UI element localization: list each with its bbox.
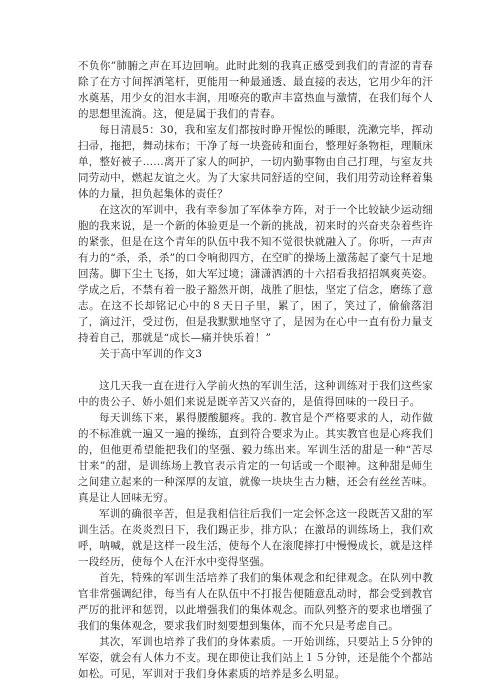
paragraph: 军训的确很辛苦，但是我相信往后我们一定会怀念这一段既苦又甜的军训生活。在炎炎烈日下，我们踢正步，排方队；在激昂的训练场上，我们欢呼，呐喊，就是这样一段生活，使每个人在滚爬摔打中慢慢成长，就是这样一段经历，使每个人在汗水中变得坚强。 <box>78 508 433 568</box>
paragraph: 每日清晨5：30，我和室友们都按时睁开惺忪的睡眼，洗漱完毕，挥动扫帚，拖把，舞动抹布；干净了每一块瓷砖和面台，整理好条物柜，理顺床单，整好被子……离开了家人的呵护，一切内勤事物由自己打理，与室友共同劳动中，燃起友谊之火。为了大家共同舒适的空间，我们用劳动诠释着集体的力量，担负起集体的责任？ <box>78 124 433 200</box>
paragraph: 在这次的军训中，我有幸参加了军体拳方阵，对于一个比较缺少运动细胞的我来说，是一个新的体验更是一个新的挑战，初来时的兴奋夹杂着些许的紧张，但是在这个青年的队伍中我不知不觉很快就融入了。你听，一声声有力的“杀，杀，杀”的口令响彻四方，在空旷的操场上激荡起了豪气十足地回荡。脚下尘土飞扬，如大军过境；潇潇洒洒的十六招看我招招飒爽英姿。学成之后，不禁有着一股子豁然开朗，战胜了胆怯，坚定了信念，磨练了意志。在这不长却铭记心中的８天日子里，累了，困了，笑过了，偷偷落泪了，滴过汗，受过伤，但是我默默地坚守了，是因为在心中一直有份力量支持着自己，那就是“成长—痛并快乐着！” <box>78 204 433 344</box>
paragraph: 每天训练下来，累得腰酸腿疼。我的. 教官是个严格要求的人，动作做的不标准就一遍又一遍的操练，直到符合要求为止。其实教官也是心疼我们的，但他更希望能把我们的坚强、毅力练出来。军训生活的甜是一种“苦尽甘来”的甜，是训练场上教官表示肯定的一句话或一个眼神。这种甜是师生之间建立起来的一种深厚的友谊，就像一块块生古力糖，还会有丝丝苦味。真是让人回味无穷。 <box>78 412 433 504</box>
paragraph: 不负你”肺腑之声在耳边回响。此时此刻的我真正感受到我们的青涩的青春除了在方寸间挥洒笔杆，更能用一种最通透、最直接的表达，它用少年的汗水奠基，用少女的泪水丰润，用嘹亮的歌声丰富热血与激情，在我们每个人的思想里流淌。这，便是属于我们的青春。 <box>78 60 433 120</box>
paragraph: 首先，特殊的军训生活培养了我们的集体观念和纪律观念。在队列中教官非常强调纪律，每当有人在队伍中不打报告便随意乱动时，都会受到教官严厉的批评和惩罚，以此增强我们的集体观念。而队列整齐的要求也增强了我们的集体观念，要求我们时刻要想到集体，而不允只是考虑自己。 <box>78 572 433 632</box>
paragraph: 其次，军训也培养了我们的身体素质。一开始训练，只要站上５分钟的军姿，就会有人体力不支。现在即使让我们站上１５分钟，还是能个个都站如松。可见，军训对于我们身体素质的培养是多么明显。 <box>78 636 433 680</box>
document-body <box>78 58 433 682</box>
blank-line <box>78 362 433 378</box>
paragraph: 这几天我一直在进行入学前火热的军训生活，这种训练对于我们这些家中的贵公子、娇小姐们来说是既辛苦又兴奋的，是值得回味的一段日子。 <box>78 380 433 408</box>
section-heading: 关于高中军训的作文3 <box>99 348 203 360</box>
